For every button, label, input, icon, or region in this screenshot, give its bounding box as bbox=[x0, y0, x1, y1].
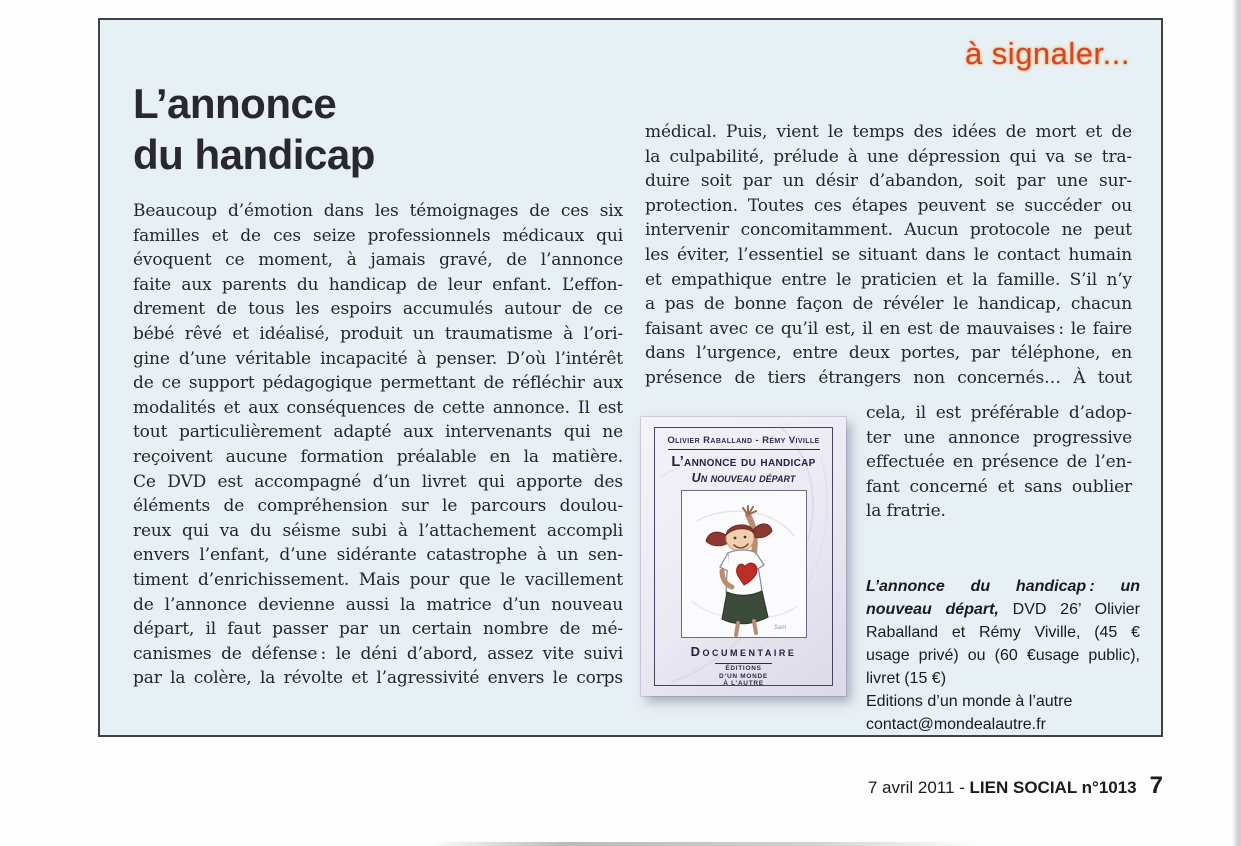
publisher-logo-line3: À L’AUTRE bbox=[723, 680, 764, 686]
article-right-column bbox=[645, 120, 1132, 391]
text-line: et empathique entre le praticien et la famille. S’il n’y bbox=[645, 269, 1132, 290]
page-footer bbox=[868, 772, 1163, 800]
text-line: Ce DVD est accompagné d’un livret qui apporte des bbox=[133, 471, 623, 492]
scan-smudge-artifact bbox=[430, 842, 975, 846]
text-line: bébé rêvé et idéalisé, produit un traumatisme à l’ori- bbox=[133, 323, 623, 344]
text-line: de l’annonce devienne aussi la matrice d’un nouveau bbox=[133, 594, 623, 615]
footer-journal-name: LIEN SOCIAL n°1013 bbox=[969, 778, 1137, 797]
text-line: la culpabilité, prélude à une dépression qui va se tra- bbox=[645, 146, 1132, 167]
text-line: éléments de compréhension sur le parcours doulou- bbox=[133, 496, 623, 517]
article-left-column bbox=[133, 199, 623, 691]
scan-edge-artifact bbox=[1232, 0, 1241, 846]
caption-email: contact@mondealautre.fr bbox=[866, 716, 1046, 733]
text-line: départ, il faut passer par un certain nombre de mé- bbox=[133, 619, 623, 640]
text-line: envers l’enfant, d’une sidérante catastrophe à un sen- bbox=[133, 545, 623, 566]
text-line: Beaucoup d’émotion dans les témoignages de ces six bbox=[133, 201, 623, 221]
text-line: canismes de défense : le déni d’abord, assez vite suivi bbox=[133, 643, 623, 664]
text-line: faisant avec ce qu’il est, il en est de mauvaises : le faire bbox=[645, 318, 1132, 339]
article-title-line2: du handicap bbox=[133, 131, 375, 178]
text-line: reux qui va du séisme subi à l’attachement accompli bbox=[133, 520, 623, 541]
footer-date: 7 avril 2011 - bbox=[867, 778, 970, 797]
dvd-caption bbox=[866, 575, 1140, 736]
text-line: timent d’enrichissement. Mais pour que le vacillement bbox=[133, 569, 623, 590]
dvd-cover bbox=[641, 417, 846, 696]
footer-page-number: 7 bbox=[1149, 772, 1163, 799]
text-line: duire soit par un désir d’abandon, soit par une sur- bbox=[645, 171, 1132, 192]
dvd-cover-title: L’annonce du handicap bbox=[671, 454, 816, 470]
text-line: drement de tous les espoirs accumulés autour de ce bbox=[133, 299, 623, 320]
text-line: familles et de ces seize professionnels médicaux qui bbox=[133, 225, 623, 246]
text-line: présence de tiers étrangers non concernés… À tout bbox=[645, 367, 1132, 388]
publisher-logo bbox=[715, 663, 772, 686]
publisher-logo-line2: D’UN MONDE bbox=[719, 672, 768, 680]
text-line: reçoivent aucune formation préalable en la matière. bbox=[133, 446, 623, 467]
publisher-logo-line1: ÉDITIONS bbox=[725, 665, 762, 672]
article-wrap-column bbox=[866, 401, 1132, 524]
dvd-cover-genre: Documentaire bbox=[690, 644, 797, 659]
text-line: protection. Toutes ces étapes peuvent se succéder ou bbox=[645, 195, 1132, 216]
text-line: effectuée en présence de l’en- bbox=[866, 452, 1132, 473]
text-line: cela, il est préférable d’adop- bbox=[866, 403, 1132, 423]
article-title bbox=[133, 78, 375, 180]
text-line: par la colère, la révolte et l’agressivité envers le corps bbox=[133, 668, 623, 689]
caption-publisher: Editions d’un monde à l’autre bbox=[866, 693, 1073, 710]
text-line: intervenir concomitamment. Aucun protocole ne peut bbox=[645, 220, 1132, 241]
text-line: dans l’urgence, entre deux portes, par téléphone, en bbox=[645, 343, 1132, 364]
caption-details-block bbox=[866, 575, 1140, 690]
caption-title: L’annonce du handicap : un nouveau départ, bbox=[866, 578, 1140, 618]
text-line: médical. Puis, vient le temps des idées de mort et de bbox=[645, 122, 1132, 142]
dvd-cover-frame bbox=[654, 427, 833, 686]
text-line: fant concerné et sans oublier bbox=[866, 476, 1132, 497]
caption-details: DVD 26’ Olivier Raballand et Rémy Viville, (45 € usage privé) ou (60 €usage public), livret (15 €) bbox=[866, 601, 1141, 687]
text-line: ter une annonce progressive bbox=[866, 427, 1132, 448]
dvd-cover-authors: Olivier Raballand - Rémy Viville bbox=[667, 435, 820, 446]
section-tagline: à signaler... bbox=[964, 36, 1130, 71]
text-line: a pas de bonne façon de révéler le handicap, chacun bbox=[645, 294, 1132, 315]
girl-illustration bbox=[682, 491, 806, 637]
svg-text:Sam: Sam bbox=[773, 625, 786, 631]
text-line: gine d’une véritable incapacité à penser. D’où l’intérêt bbox=[133, 348, 623, 369]
girl-illustration-frame bbox=[681, 490, 807, 638]
text-line: évoquent ce moment, à jamais gravé, de l’annonce bbox=[133, 250, 623, 271]
text-line: modalités et aux conséquences de cette annonce. Il est bbox=[133, 397, 623, 418]
dvd-cover-rule bbox=[668, 449, 820, 450]
text-line: de ce support pédagogique permettant de réfléchir aux bbox=[133, 373, 623, 394]
text-line: la fratrie. bbox=[866, 501, 946, 522]
dvd-cover-subtitle: Un nouveau départ bbox=[691, 471, 796, 485]
text-line: faite aux parents du handicap de leur enfant. L’effon- bbox=[133, 274, 623, 295]
article-title-line1: L’annonce bbox=[133, 80, 337, 127]
text-line: les éviter, l’essentiel se situant dans le contact humain bbox=[645, 244, 1132, 265]
text-line: tout particulièrement adapté aux intervenants qui ne bbox=[133, 422, 623, 443]
